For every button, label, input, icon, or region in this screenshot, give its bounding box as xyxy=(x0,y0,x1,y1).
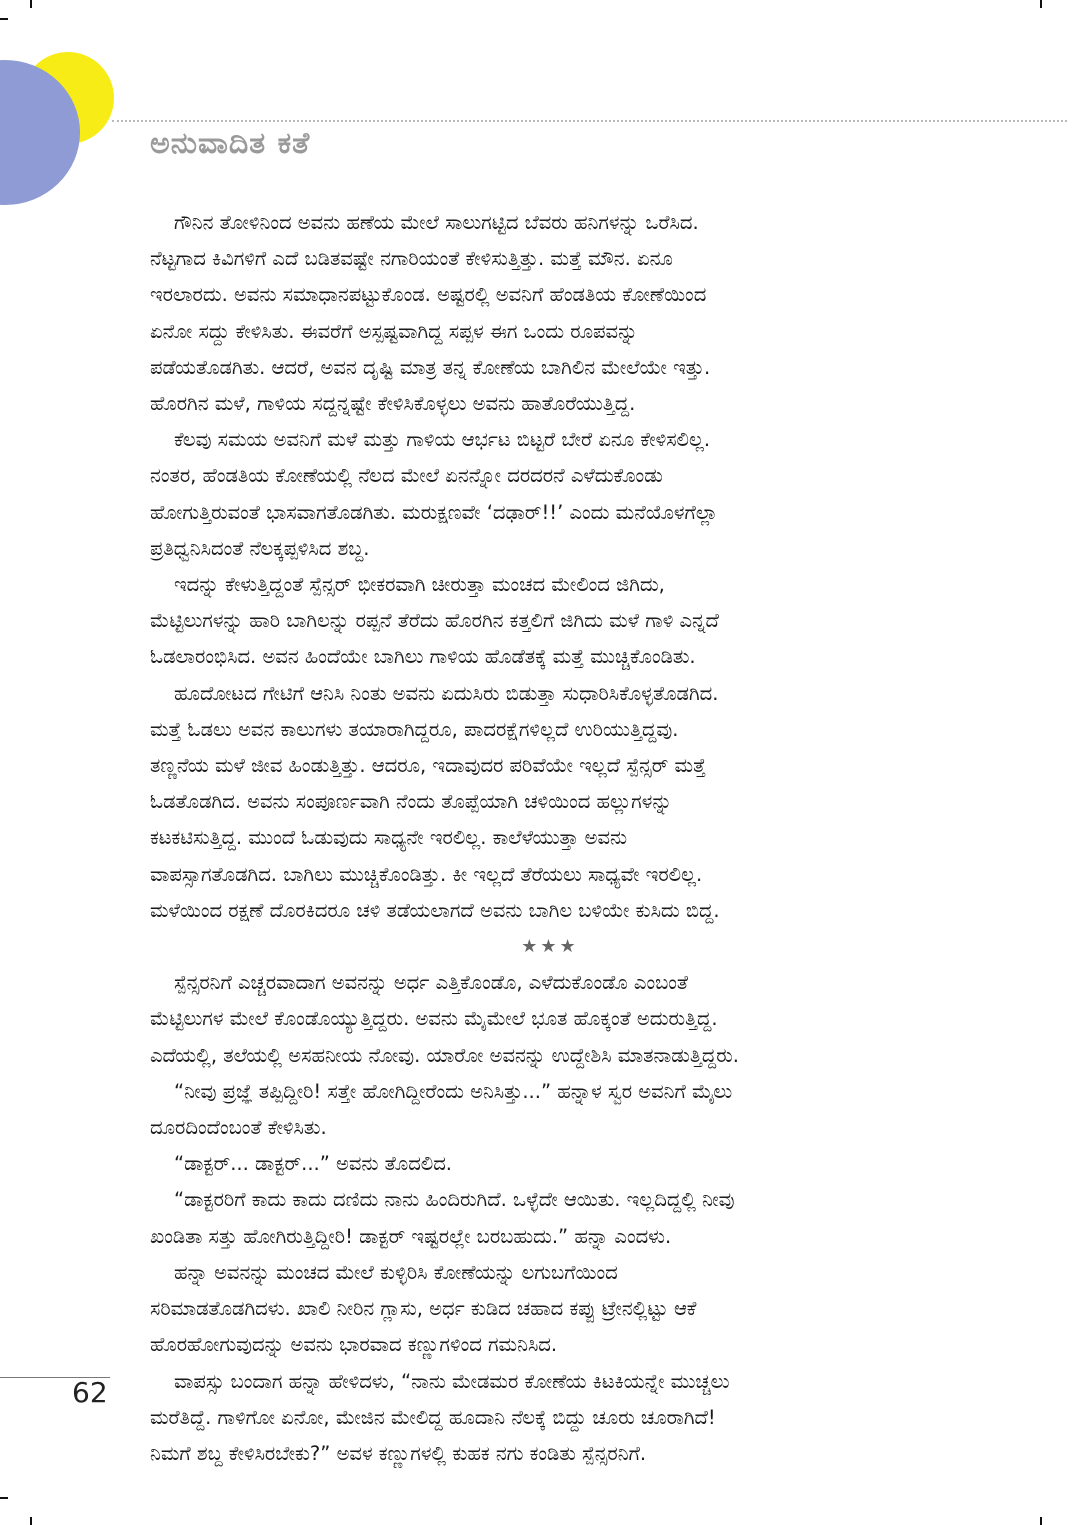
text-line: ಪಡೆಯತೊಡಗಿತು. ಆದರೆ, ಅವನ ದೃಷ್ಟಿ ಮಾತ್ರ ತನ್ನ ಕೋಣೆಯ ಬಾಗಿಲಿನ ಮೇಲೆಯೇ ಇತ್ತು. xyxy=(150,355,711,379)
dotted-header-rule xyxy=(112,120,1067,122)
text-line: ಹೂದೋಟದ ಗೇಟಿಗೆ ಆನಿಸಿ ನಿಂತು ಅವನು ಏದುಸಿರು ಬಿಡುತ್ತಾ ಸುಧಾರಿಸಿಕೊಳ್ಳತೊಡಗಿದ. xyxy=(174,681,719,705)
text-line: “ನೀವು ಪ್ರಜ್ಞೆ ತಪ್ಪಿದ್ದೀರಿ! ಸತ್ತೇ ಹೋಗಿದ್ದೀರೆಂದು ಅನಿಸಿತ್ತು...” ಹನ್ನಾಳ ಸ್ವರ ಅವನಿಗೆ ಮೈಲು xyxy=(174,1079,733,1103)
text-line: ತಣ್ಣನೆಯ ಮಳೆ ಜೀವ ಹಿಂಡುತ್ತಿತ್ತು. ಆದರೂ, ಇದಾವುದರ ಪರಿವೆಯೇ ಇಲ್ಲದೆ ಸ್ಪೆನ್ಸರ್ ಮತ್ತೆ xyxy=(150,754,706,778)
text-line: ಮೆಟ್ಟಿಲುಗಳ ಮೇಲೆ ಕೊಂಡೊಯ್ಯುತ್ತಿದ್ದರು. ಅವನು ಮೈಮೇಲೆ ಭೂತ ಹೊಕ್ಕಂತೆ ಅದುರುತ್ತಿದ್ದ. xyxy=(150,1007,718,1031)
text-line: ಸರಿಮಾಡತೊಡಗಿದಳು. ಖಾಲಿ ನೀರಿನ ಗ್ಲಾಸು, ಅರ್ಧ ಕುಡಿದ ಚಹಾದ ಕಪ್ಪು ಟ್ರೇನಲ್ಲಿಟ್ಟು ಆಕೆ xyxy=(150,1297,697,1321)
section-break-stars: ★★★ xyxy=(521,936,579,958)
text-line: ನೆಟ್ಟಗಾದ ಕಿವಿಗಳಿಗೆ ಎದೆ ಬಡಿತವಷ್ಟೇ ನಗಾರಿಯಂತೆ ಕೇಳಿಸುತ್ತಿತ್ತು. ಮತ್ತೆ ಮೌನ. ಏನೂ xyxy=(150,247,673,271)
text-line: ಓಡಲಾರಂಭಿಸಿದ. ಅವನ ಹಿಂದೆಯೇ ಬಾಗಿಲು ಗಾಳಿಯ ಹೊಡೆತಕ್ಕೆ ಮತ್ತೆ ಮುಚ್ಚಿಕೊಂಡಿತು. xyxy=(150,645,696,669)
text-line: ಹನ್ನಾ ಅವನನ್ನು ಮಂಚದ ಮೇಲೆ ಕುಳ್ಳಿರಿಸಿ ಕೋಣೆಯನ್ನು ಲಗುಬಗೆಯಿಂದ xyxy=(174,1260,618,1284)
text-line: ದೂರದಿಂದೆಂಬಂತೆ ಕೇಳಿಸಿತು. xyxy=(150,1116,327,1140)
text-line: ಇರಲಾರದು. ಅವನು ಸಮಾಧಾನಪಟ್ಟುಕೊಂಡ. ಅಷ್ಟರಲ್ಲಿ ಅವನಿಗೆ ಹೆಂಡತಿಯ ಕೋಣೆಯಿಂದ xyxy=(150,283,707,307)
text-line: ಇದನ್ನು ಕೇಳುತ್ತಿದ್ದಂತೆ ಸ್ಪೆನ್ಸರ್ ಭೀಕರವಾಗಿ ಚೀರುತ್ತಾ ಮಂಚದ ಮೇಲಿಂದ ಜಿಗಿದು, xyxy=(174,573,665,597)
text-line: ಏನೋ ಸದ್ದು ಕೇಳಿಸಿತು. ಈವರೆಗೆ ಅಸ್ಪಷ್ಟವಾಗಿದ್ದ ಸಪ್ಪಳ ಈಗ ಒಂದು ರೂಪವನ್ನು xyxy=(150,319,638,343)
page-number: 62 xyxy=(72,1376,108,1409)
text-line: ಮಳೆಯಿಂದ ರಕ್ಷಣೆ ದೊರಕಿದರೂ ಚಳಿ ತಡೆಯಲಾಗದೆ ಅವನು ಬಾಗಿಲ ಬಳಿಯೇ ಕುಸಿದು ಬಿದ್ದ. xyxy=(150,898,720,922)
text-line: ಎದೆಯಲ್ಲಿ, ತಲೆಯಲ್ಲಿ ಅಸಹನೀಯ ನೋವು. ಯಾರೋ ಅವನನ್ನು ಉದ್ದೇಶಿಸಿ ಮಾತನಾಡುತ್ತಿದ್ದರು. xyxy=(150,1043,739,1067)
text-line: ಹೊರಹೋಗುವುದನ್ನು ಅವನು ಭಾರವಾದ ಕಣ್ಣುಗಳಿಂದ ಗಮನಿಸಿದ. xyxy=(150,1333,558,1357)
crop-mark xyxy=(1040,1517,1042,1525)
crop-mark xyxy=(0,1497,8,1499)
crop-mark xyxy=(0,18,8,20)
section-title: ಅನುವಾದಿತ ಕತೆ xyxy=(150,126,311,161)
text-line: ಓಡತೊಡಗಿದ. ಅವನು ಸಂಪೂರ್ಣವಾಗಿ ನೆಂದು ತೊಪ್ಪೆಯಾಗಿ ಚಳಿಯಿಂದ ಹಲ್ಲುಗಳನ್ನು xyxy=(150,790,672,814)
text-line: ವಾಪಸ್ಸು ಬಂದಾಗ ಹನ್ನಾ ಹೇಳಿದಳು, “ನಾನು ಮೇಡಮರ ಕೋಣೆಯ ಕಿಟಕಿಯನ್ನೇ ಮುಚ್ಚಲು xyxy=(174,1369,730,1393)
crop-mark xyxy=(1040,0,1042,8)
story-body xyxy=(150,205,950,1472)
text-line: ಮೆಟ್ಟಿಲುಗಳನ್ನು ಹಾರಿ ಬಾಗಿಲನ್ನು ರಪ್ಪನೆ ತೆರೆದು ಹೊರಗಿನ ಕತ್ತಲಿಗೆ ಜಿಗಿದು ಮಳೆ ಗಾಳಿ ಎನ್ನದೆ xyxy=(150,609,719,633)
text-line: ಖಂಡಿತಾ ಸತ್ತು ಹೋಗಿರುತ್ತಿದ್ದೀರಿ! ಡಾಕ್ಟರ್ ಇಷ್ಟರಲ್ಲೇ ಬರಬಹುದು.” ಹನ್ನಾ ಎಂದಳು. xyxy=(150,1224,672,1248)
text-line: ಕಟಕಟಿಸುತ್ತಿದ್ದ. ಮುಂದೆ ಓಡುವುದು ಸಾಧ್ಯನೇ ಇರಲಿಲ್ಲ. ಕಾಲೆಳೆಯುತ್ತಾ ಅವನು xyxy=(150,826,628,850)
text-line: ಹೋಗುತ್ತಿರುವಂತೆ ಭಾಸವಾಗತೊಡಗಿತು. ಮರುಕ್ಷಣವೇ ‘ದಢಾರ್!!’ ಎಂದು ಮನೆಯೊಳಗೆಲ್ಲಾ xyxy=(150,500,718,524)
text-line: ನಿಮಗೆ ಶಬ್ದ ಕೇಳಿಸಿರಬೇಕು?” ಅವಳ ಕಣ್ಣುಗಳಲ್ಲಿ ಕುಹಕ ನಗು ಕಂಡಿತು ಸ್ಪೆನ್ಸರನಿಗೆ. xyxy=(150,1441,647,1465)
text-line: ಪ್ರತಿಧ್ವನಿಸಿದಂತೆ ನೆಲಕ್ಕಪ್ಪಳಿಸಿದ ಶಬ್ದ. xyxy=(150,536,370,560)
text-line: ಮತ್ತೆ ಓಡಲು ಅವನ ಕಾಲುಗಳು ತಯಾರಾಗಿದ್ದರೂ, ಪಾದರಕ್ಷೆಗಳಿಲ್ಲದೆ ಉರಿಯುತ್ತಿದ್ದವು. xyxy=(150,717,679,741)
text-line: ನಂತರ, ಹೆಂಡತಿಯ ಕೋಣೆಯಲ್ಲಿ ನೆಲದ ಮೇಲೆ ಏನನ್ನೋ ದರದರನೆ ಎಳೆದುಕೊಂಡು xyxy=(150,464,663,488)
text-line: “ಡಾಕ್ಟರ್... ಡಾಕ್ಟರ್...” ಅವನು ತೊದಲಿದ. xyxy=(174,1152,453,1176)
crop-mark xyxy=(30,0,32,8)
text-line: ಸ್ಪೆನ್ಸರನಿಗೆ ಎಚ್ಚರವಾದಾಗ ಅವನನ್ನು ಅರ್ಧ ಎತ್ತಿಕೊಂಡೊ, ಎಳೆದುಕೊಂಡೊ ಎಂಬಂತೆ xyxy=(174,971,689,995)
text-line: ಗೌನಿನ ತೋಳಿನಿಂದ ಅವನು ಹಣೆಯ ಮೇಲೆ ಸಾಲುಗಟ್ಟಿದ ಬೆವರು ಹನಿಗಳನ್ನು ಒರೆಸಿದ. xyxy=(174,211,699,234)
text-line: ವಾಪಸ್ಸಾಗತೊಡಗಿದ. ಬಾಗಿಲು ಮುಚ್ಚಿಕೊಂಡಿತ್ತು. ಕೀ ಇಲ್ಲದೆ ತೆರೆಯಲು ಸಾಧ್ಯವೇ ಇರಲಿಲ್ಲ. xyxy=(150,862,703,886)
text-line: “ಡಾಕ್ಟರರಿಗೆ ಕಾದು ಕಾದು ದಣಿದು ನಾನು ಹಿಂದಿರುಗಿದೆ. ಒಳ್ಳೆದೇ ಆಯಿತು. ಇಲ್ಲದಿದ್ದಲ್ಲಿ ನೀವು xyxy=(174,1188,735,1212)
crop-mark xyxy=(30,1517,32,1525)
text-line: ಮರೆತಿದ್ದೆ. ಗಾಳಿಗೋ ಏನೋ, ಮೇಜಿನ ಮೇಲಿದ್ದ ಹೂದಾನಿ ನೆಲಕ್ಕೆ ಬಿದ್ದು ಚೂರು ಚೂರಾಗಿದೆ! xyxy=(150,1405,716,1429)
text-line: ಹೊರಗಿನ ಮಳೆ, ಗಾಳಿಯ ಸದ್ದನ್ನಷ್ಟೇ ಕೇಳಿಸಿಕೊಳ್ಳಲು ಅವನು ಹಾತೊರೆಯುತ್ತಿದ್ದ. xyxy=(150,392,636,416)
text-line: ಕೆಲವು ಸಮಯ ಅವನಿಗೆ ಮಳೆ ಮತ್ತು ಗಾಳಿಯ ಆರ್ಭಟ ಬಿಟ್ಟರೆ ಬೇರೆ ಏನೂ ಕೇಳಿಸಲಿಲ್ಲ. xyxy=(174,428,711,452)
